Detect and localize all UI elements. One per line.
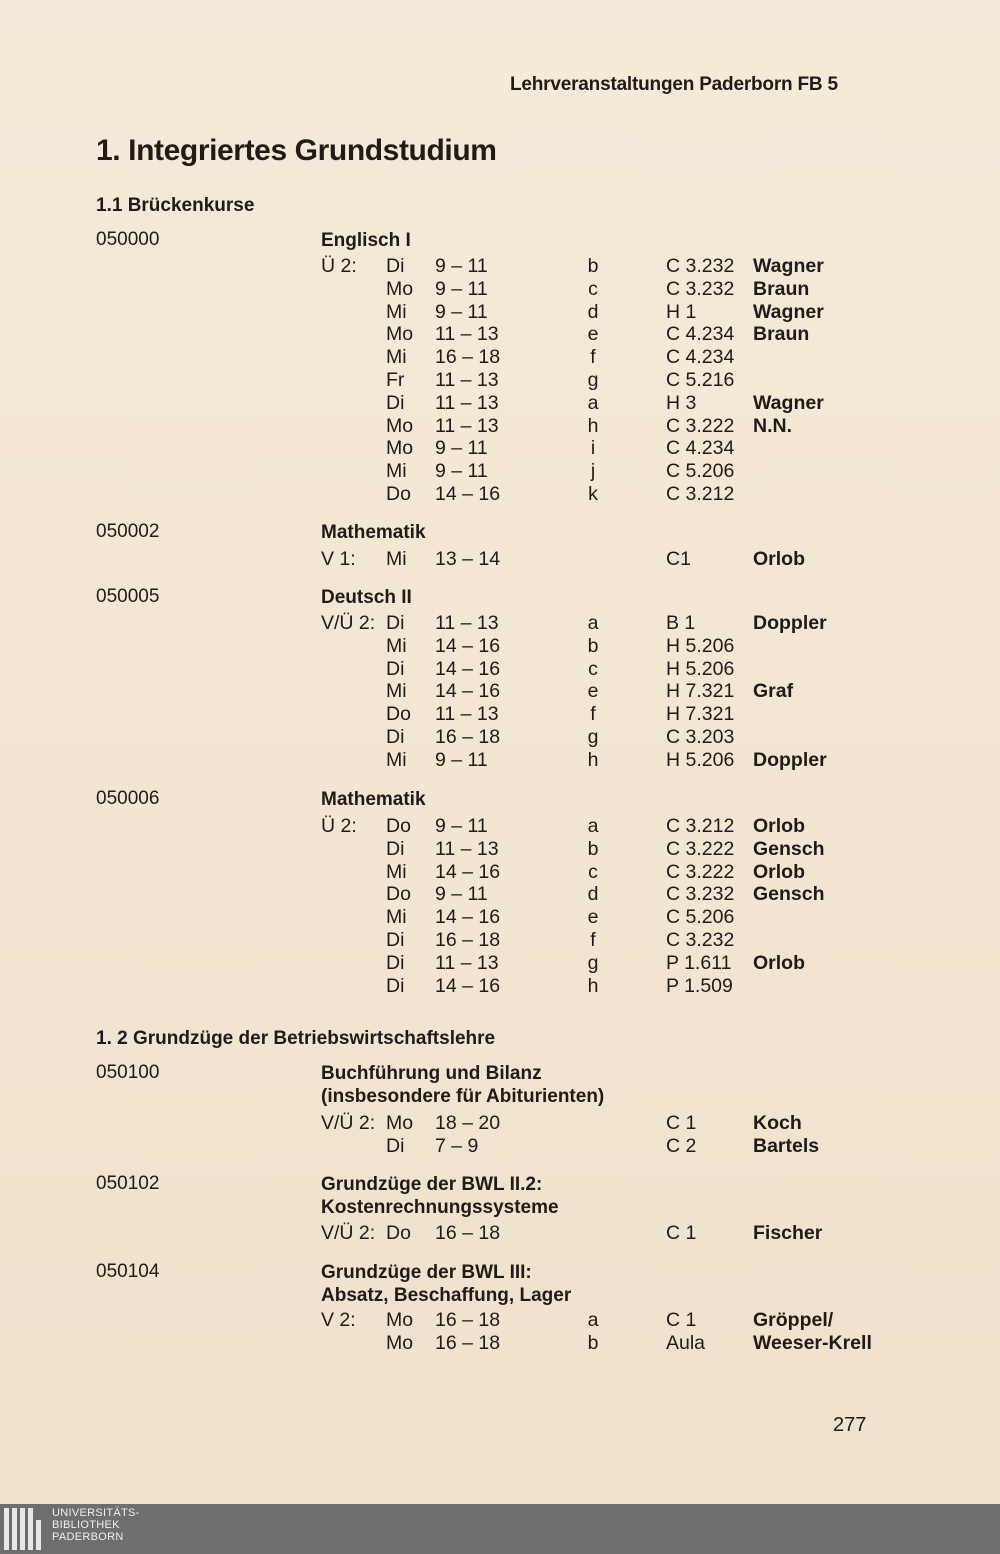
lecturer: Wagner: [753, 300, 824, 323]
weekday: Di: [386, 391, 405, 414]
course-number: 050005: [96, 586, 160, 607]
time: 9 – 11: [435, 300, 488, 323]
course-number: 050100: [96, 1062, 160, 1083]
group: f: [590, 929, 596, 951]
time: 11 – 13: [435, 951, 499, 974]
course-number: 050006: [96, 788, 160, 809]
lecturer: Orlob: [753, 548, 805, 570]
room: C 3.232: [666, 255, 735, 277]
weekday: Mi: [386, 634, 407, 657]
group: b: [587, 1331, 599, 1354]
room: B 1: [666, 612, 696, 634]
weekday: Mo: [386, 1309, 414, 1331]
schedule-row: [0, 460, 1000, 483]
schedule-row: [0, 1332, 1000, 1355]
room: C 3.203: [666, 726, 735, 748]
schedule-row: [0, 749, 1000, 772]
room: C 3.232: [666, 277, 735, 300]
schedule-row: [0, 861, 1000, 884]
weekday: Di: [386, 1135, 405, 1157]
room: C 3.212: [666, 483, 735, 505]
group: g: [587, 951, 599, 974]
weekday: Mo: [386, 323, 414, 346]
time: 11 – 13: [435, 837, 499, 860]
time: 14 – 16: [435, 634, 501, 657]
schedule-row: [0, 726, 1000, 749]
schedule-row: [0, 346, 1000, 369]
lecturer: Braun: [753, 323, 810, 346]
time: 9 – 11: [435, 815, 488, 837]
room: C 1: [666, 1309, 697, 1331]
room: C 1: [666, 1112, 697, 1134]
time: 11 – 13: [435, 612, 499, 634]
section-heading: 1. 2 Grundzüge der Betriebswirtschaftslehre: [96, 1028, 496, 1049]
schedule-row: [0, 658, 1000, 681]
group: g: [587, 726, 599, 748]
time: 13 – 14: [435, 548, 501, 570]
course-title: Deutsch II: [321, 587, 412, 608]
time: 9 – 11: [435, 437, 488, 460]
time: 14 – 16: [435, 657, 501, 680]
course-title: (insbesondere für Abiturienten): [321, 1086, 605, 1107]
schedule-row: [0, 1112, 1000, 1135]
room: C 3.232: [666, 929, 735, 951]
schedule-row: [0, 437, 1000, 460]
schedule-row: [0, 906, 1000, 929]
time: 14 – 16: [435, 906, 501, 929]
lecturer: Doppler: [753, 612, 827, 634]
room: C 3.222: [666, 860, 735, 883]
schedule-row: [0, 975, 1000, 998]
course-number: 050002: [96, 521, 160, 542]
course-title: Grundzüge der BWL III:: [321, 1262, 532, 1283]
lecturer: Weeser-Krell: [753, 1331, 872, 1354]
room: C 4.234: [666, 437, 735, 460]
group: b: [587, 634, 599, 657]
time: 9 – 11: [435, 277, 488, 300]
library-logo-text: [52, 1507, 140, 1543]
weekday: Mo: [386, 414, 414, 437]
room: H 3: [666, 391, 697, 414]
weekday: Di: [386, 951, 405, 974]
time: 16 – 18: [435, 726, 501, 748]
weekday: Mi: [386, 748, 407, 771]
course-type: V 2:: [321, 1309, 356, 1331]
weekday: Mo: [386, 437, 414, 460]
time: 9 – 11: [435, 460, 488, 483]
time: 9 – 11: [435, 883, 488, 906]
time: 7 – 9: [435, 1135, 479, 1157]
library-footer: [0, 1504, 1000, 1554]
weekday: Do: [386, 1222, 411, 1244]
group: e: [587, 906, 599, 929]
course-number: 050104: [96, 1261, 160, 1282]
schedule-row: [0, 301, 1000, 324]
time: 9 – 11: [435, 748, 488, 771]
schedule-row: [0, 415, 1000, 438]
weekday: Di: [386, 974, 405, 997]
course-type: V/Ü 2:: [321, 612, 376, 634]
weekday: Di: [386, 726, 405, 748]
course-title: Mathematik: [321, 789, 426, 810]
weekday: Mi: [386, 300, 407, 323]
course-number: 050000: [96, 229, 160, 250]
time: 16 – 18: [435, 1222, 501, 1244]
room: H 5.206: [666, 748, 735, 771]
weekday: Di: [386, 612, 405, 634]
time: 16 – 18: [435, 929, 501, 951]
lecturer: Gröppel/: [753, 1309, 834, 1331]
room: H 1: [666, 300, 697, 323]
weekday: Mi: [386, 860, 407, 883]
schedule-row: [0, 1309, 1000, 1332]
room: H 5.206: [666, 634, 735, 657]
weekday: Do: [386, 815, 411, 837]
weekday: Mi: [386, 460, 407, 483]
room: C 3.222: [666, 414, 735, 437]
course-title: Kostenrechnungssysteme: [321, 1197, 559, 1218]
course-type: Ü 2:: [321, 815, 357, 837]
group: j: [590, 460, 596, 483]
weekday: Di: [386, 837, 405, 860]
lecturer: N.N.: [753, 414, 792, 437]
course-type: Ü 2:: [321, 255, 357, 277]
schedule-row: [0, 838, 1000, 861]
schedule-row: [0, 255, 1000, 278]
group: a: [587, 1309, 599, 1331]
room: C 3.212: [666, 815, 735, 837]
weekday: Mi: [386, 906, 407, 929]
course-title: Mathematik: [321, 522, 426, 543]
section-heading: 1.1 Brückenkurse: [96, 195, 255, 216]
lecturer: Gensch: [753, 837, 825, 860]
lecturer: Orlob: [753, 951, 805, 974]
lecturer: Doppler: [753, 748, 827, 771]
schedule-row: [0, 612, 1000, 635]
lecturer: Wagner: [753, 391, 824, 414]
group: a: [587, 391, 599, 414]
group: e: [587, 680, 599, 703]
lecturer: Koch: [753, 1112, 802, 1134]
course-title: Grundzüge der BWL II.2:: [321, 1174, 543, 1195]
group: c: [588, 657, 598, 680]
time: 16 – 18: [435, 1309, 501, 1331]
group: f: [590, 346, 596, 369]
weekday: Di: [386, 255, 405, 277]
schedule-row: [0, 278, 1000, 301]
room: C 5.206: [666, 906, 735, 929]
group: g: [587, 369, 599, 391]
group: c: [588, 860, 598, 883]
course-number: 050102: [96, 1173, 160, 1194]
room: C 1: [666, 1222, 697, 1244]
group: d: [587, 300, 599, 323]
course-title: Englisch I: [321, 230, 411, 251]
schedule-row: [0, 680, 1000, 703]
time: 11 – 13: [435, 414, 499, 437]
weekday: Mo: [386, 1331, 414, 1354]
course-title: Buchführung und Bilanz: [321, 1063, 542, 1084]
group: a: [587, 612, 599, 634]
weekday: Di: [386, 929, 405, 951]
schedule-row: [0, 548, 1000, 571]
time: 14 – 16: [435, 483, 501, 505]
room: C 3.222: [666, 837, 735, 860]
logo-line: PADERBORN: [52, 1531, 124, 1543]
library-logo-icon: [4, 1508, 48, 1552]
group: f: [590, 703, 596, 726]
room: Aula: [666, 1331, 706, 1354]
time: 14 – 16: [435, 680, 501, 703]
schedule-row: [0, 815, 1000, 838]
time: 11 – 13: [435, 323, 499, 346]
lecturer: Fischer: [753, 1222, 823, 1244]
logo-line: BIBLIOTHEK: [52, 1519, 120, 1531]
weekday: Mi: [386, 680, 407, 703]
room: C 5.216: [666, 369, 735, 391]
course-type: V 1:: [321, 548, 356, 570]
group: d: [587, 883, 599, 906]
lecturer: Wagner: [753, 255, 824, 277]
page-heading: 1. Integriertes Grundstudium: [96, 134, 497, 167]
lecturer: Graf: [753, 680, 794, 703]
time: 9 – 11: [435, 255, 488, 277]
weekday: Do: [386, 883, 411, 906]
time: 16 – 18: [435, 346, 501, 369]
time: 11 – 13: [435, 703, 499, 726]
lecturer: Gensch: [753, 883, 825, 906]
lecturer: Bartels: [753, 1135, 820, 1157]
group: k: [588, 483, 598, 505]
group: e: [587, 323, 599, 346]
room: C1: [666, 548, 691, 570]
schedule-row: [0, 929, 1000, 952]
schedule-row: [0, 483, 1000, 506]
room: H 5.206: [666, 657, 735, 680]
schedule-row: [0, 952, 1000, 975]
room: C 5.206: [666, 460, 735, 483]
room: P 1.509: [666, 974, 733, 997]
weekday: Fr: [386, 369, 405, 391]
lecturer: Orlob: [753, 860, 805, 883]
room: C 2: [666, 1135, 697, 1157]
schedule-row: [0, 1222, 1000, 1245]
weekday: Mi: [386, 346, 407, 369]
time: 18 – 20: [435, 1112, 501, 1134]
lecturer: Orlob: [753, 815, 805, 837]
schedule-row: [0, 369, 1000, 392]
group: h: [587, 748, 599, 771]
schedule-row: [0, 392, 1000, 415]
schedule-row: [0, 1135, 1000, 1158]
course-type: V/Ü 2:: [321, 1112, 376, 1134]
time: 14 – 16: [435, 860, 501, 883]
room: H 7.321: [666, 680, 735, 703]
group: h: [587, 974, 599, 997]
room: C 4.234: [666, 346, 735, 369]
weekday: Do: [386, 703, 411, 726]
time: 11 – 13: [435, 369, 499, 391]
schedule-row: [0, 883, 1000, 906]
group: a: [587, 815, 599, 837]
schedule-row: [0, 323, 1000, 346]
time: 16 – 18: [435, 1331, 501, 1354]
weekday: Do: [386, 483, 411, 505]
group: i: [590, 437, 596, 460]
weekday: Mo: [386, 1112, 414, 1134]
schedule-row: [0, 703, 1000, 726]
page-number: 277: [833, 1414, 867, 1436]
group: b: [587, 255, 599, 277]
weekday: Mi: [386, 548, 407, 570]
room: H 7.321: [666, 703, 735, 726]
time: 14 – 16: [435, 974, 501, 997]
course-title: Absatz, Beschaffung, Lager: [321, 1285, 572, 1306]
room: C 4.234: [666, 323, 735, 346]
room: P 1.611: [666, 951, 732, 974]
group: c: [588, 277, 598, 300]
lecturer: Braun: [753, 277, 810, 300]
course-type: V/Ü 2:: [321, 1222, 376, 1244]
weekday: Mo: [386, 277, 414, 300]
logo-line: UNIVERSITÄTS-: [52, 1507, 140, 1519]
weekday: Di: [386, 657, 405, 680]
schedule-row: [0, 635, 1000, 658]
group: h: [587, 414, 599, 437]
room: C 3.232: [666, 883, 735, 906]
time: 11 – 13: [435, 391, 499, 414]
running-header: Lehrveranstaltungen Paderborn FB 5: [510, 74, 838, 95]
group: b: [587, 837, 599, 860]
